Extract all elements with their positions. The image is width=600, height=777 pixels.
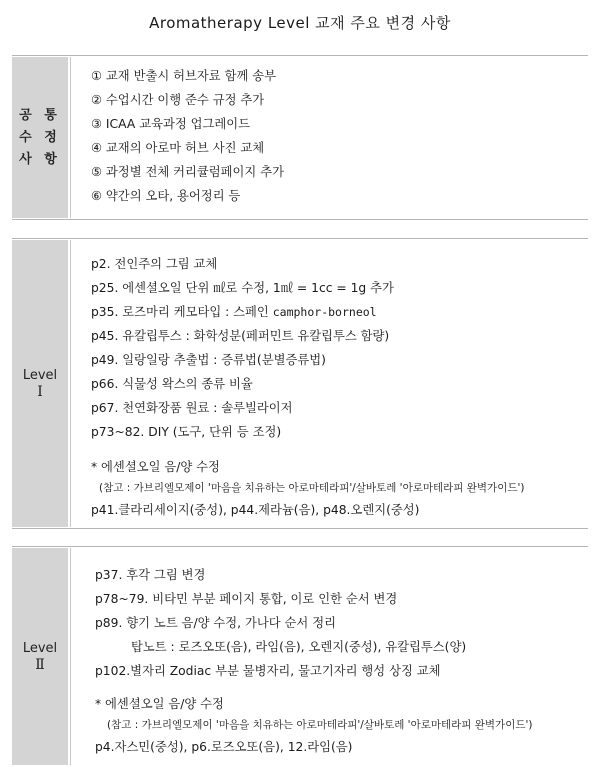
common-changes-section xyxy=(12,55,588,220)
section-top-border xyxy=(12,546,588,547)
level2-item: p89. 향기 노트 음/양 수정, 가나다 순서 정리 xyxy=(95,616,336,630)
level2-section xyxy=(12,546,588,767)
level2-label-cell xyxy=(12,548,68,765)
level2-roman: Ⅱ xyxy=(35,656,45,673)
level1-section xyxy=(12,238,588,529)
common-item: ⑥ 약간의 오타, 용어정리 등 xyxy=(91,189,241,203)
level1-note-items: p41.클라리세이지(중성), p44.제라늄(음), p48.오렌지(중성) xyxy=(91,503,420,517)
common-item: ⑤ 과정별 전체 커리큘럼페이지 추가 xyxy=(91,165,284,179)
level1-note-title: * 에센셜오일 음/양 수정 xyxy=(91,460,220,474)
level2-note-title: * 에센셜오일 음/양 수정 xyxy=(95,697,224,711)
common-label-line: 사 항 xyxy=(19,151,61,167)
common-label-line: 수 정 xyxy=(19,129,61,145)
common-item: ① 교재 반출시 허브자료 함께 송부 xyxy=(91,69,276,83)
level1-item-text: p35. 로즈마리 케모타입 : 스페인 xyxy=(91,305,269,319)
common-items-cell xyxy=(70,57,588,218)
level2-note-ref: (참고 : 가브리엘모제이 '마음을 치유하는 아로마테라피'/살바토레 '아로마테라피 완벽가이드') xyxy=(107,719,533,731)
level2-label: Level xyxy=(22,640,58,656)
common-label-cell xyxy=(12,57,68,218)
level1-note-ref: (참고 : 가브리엘모제이 '마음을 치유하는 아로마테라피'/살바토레 '아로마테라피 완벽가이드') xyxy=(99,482,525,494)
level1-roman: Ⅰ xyxy=(37,383,43,400)
level2-item: p37. 후각 그림 변경 xyxy=(95,568,206,582)
level2-items-cell xyxy=(70,548,588,765)
common-item: ② 수업시간 이행 준수 규정 추가 xyxy=(91,93,265,107)
level1-item xyxy=(91,304,377,320)
level1-item: p45. 유칼립투스 : 화학성분(페퍼민트 유칼립투스 함량) xyxy=(91,329,390,343)
level1-item: p25. 에센셜오일 단위 ㎖로 수정, 1㎖ = 1cc = 1g 추가 xyxy=(91,281,394,295)
section-bottom-border xyxy=(12,219,588,220)
common-item: ④ 교재의 아로마 허브 사진 교체 xyxy=(91,141,265,155)
page-title: Aromatherapy Level 교재 주요 변경 사항 xyxy=(149,14,451,32)
level1-item-extra: camphor-borneol xyxy=(272,305,377,319)
level1-item: p73~82. DIY (도구, 단위 등 조정) xyxy=(91,425,282,439)
level2-item: p102.별자리 Zodiac 부분 물병자리, 물고기자리 행성 상징 교체 xyxy=(95,664,441,678)
level1-label: Level xyxy=(22,367,58,383)
level1-item: p2. 전인주의 그림 교체 xyxy=(91,257,218,271)
level1-item: p49. 일랑일랑 추출법 : 증류법(분별증류법) xyxy=(91,353,326,367)
common-label-line: 공 통 xyxy=(19,107,61,123)
level2-top-note-item: 탑노트 : 로즈오또(음), 라임(음), 오렌지(중성), 유칼립투스(양) xyxy=(131,640,467,654)
level1-items-cell xyxy=(70,240,588,527)
section-top-border xyxy=(12,55,588,56)
level1-item: p67. 천연화장품 원료 : 솔루빌라이저 xyxy=(91,401,293,415)
level1-label-cell xyxy=(12,240,68,527)
level2-note-items: p4.자스민(중성), p6.로즈오또(음), 12.라임(음) xyxy=(95,740,353,754)
level1-item: p66. 식물성 왁스의 종류 비율 xyxy=(91,377,253,391)
common-item: ③ ICAA 교육과정 업그레이드 xyxy=(91,117,251,131)
section-top-border xyxy=(12,238,588,239)
section-bottom-border xyxy=(12,528,588,529)
level2-item: p78~79. 비타민 부분 페이지 통합, 이로 인한 순서 변경 xyxy=(95,592,398,606)
